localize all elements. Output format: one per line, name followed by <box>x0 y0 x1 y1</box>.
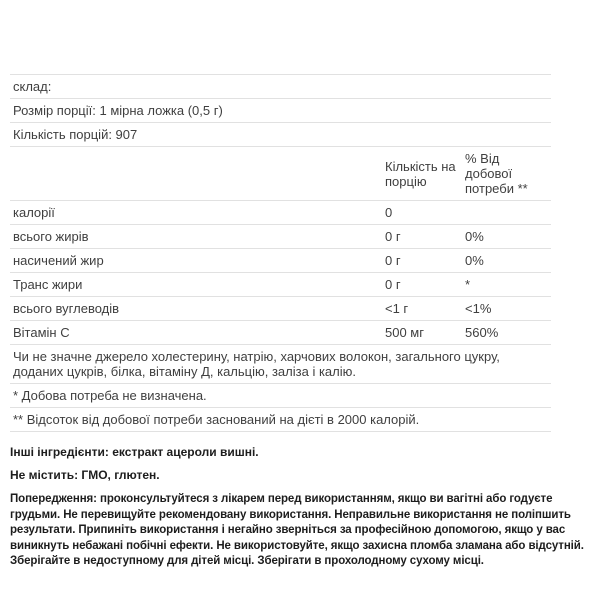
serving-size-label: Розмір порції: 1 мірна ложка (0,5 г) <box>13 103 223 118</box>
other-ingredients-text: Інші інгредієнти: екстракт ацероли вишні. <box>10 445 259 459</box>
footnote-row <box>10 384 551 408</box>
nutrient-dv: * <box>465 277 471 292</box>
product-details-section <box>10 445 594 570</box>
nutrient-row <box>10 273 551 297</box>
not-significant-source-note: Чи не значне джерело холестерину, натрію, харчових волокон, загального цукру, доданих цукрів, білка, вітаміну Д, кальцію, заліза і калію. <box>13 349 500 379</box>
column-header-amount: Кількість на порцію <box>385 158 456 189</box>
nutrient-name: всього вуглеводів <box>13 301 120 316</box>
nutrient-amount: 0 г <box>385 253 401 268</box>
column-header-daily-value: % Від добової потреби ** <box>465 151 528 196</box>
composition-label: склад: <box>13 79 52 94</box>
nutrient-amount: 0 г <box>385 277 401 292</box>
nutrient-dv: 560% <box>465 325 499 340</box>
does-not-contain-text: Не містить: ГМО, глютен. <box>10 468 160 482</box>
nutrient-name: всього жирів <box>13 229 89 244</box>
not-significant-source-row <box>10 345 551 384</box>
nutrient-dv: 0% <box>465 229 484 244</box>
supplement-facts-table <box>10 74 551 432</box>
nutrient-row <box>10 321 551 345</box>
nutrient-row <box>10 297 551 321</box>
intro-row-servings-count <box>10 123 551 147</box>
nutrient-name: Транс жири <box>13 277 83 292</box>
nutrient-amount: 0 г <box>385 229 401 244</box>
footnote-row <box>10 408 551 432</box>
nutrient-row <box>10 201 551 225</box>
nutrient-dv: <1% <box>465 301 492 316</box>
servings-count-label: Кількість порцій: 907 <box>13 127 138 142</box>
nutrient-dv <box>462 201 551 225</box>
intro-row-serving-size <box>10 99 551 123</box>
warning-text: Попередження: проконсультуйтеся з лікарем перед використанням, якщо ви вагітні або годуєте грудьми. Не перевищуйте рекомендовану використання. Неправильне використання не поліпшить результати. Припиніть використання і негайно зверніться за професійною допомогою, якщо у вас виникнуть небажані побічні ефекти. Не використовуйте, якщо захисна пломба зламана або відсутній. Зберігайте в недоступному для дітей місці. Зберігати в прохолодному сухому місці. <box>10 493 584 567</box>
nutrient-row <box>10 225 551 249</box>
nutrient-amount: 500 мг <box>385 325 424 340</box>
nutrient-name: насичений жир <box>13 253 104 268</box>
footnote-percent-diet: ** Відсоток від добової потреби заснований на дієті в 2000 калорій. <box>13 412 420 427</box>
nutrient-row <box>10 249 551 273</box>
nutrient-amount: <1 г <box>385 301 409 316</box>
nutrient-name: Вітамін С <box>13 325 70 340</box>
nutrient-amount: 0 <box>385 205 393 220</box>
column-header-empty <box>10 147 382 201</box>
intro-row-composition <box>10 75 551 99</box>
footnote-daily-need: * Добова потреба не визначена. <box>13 388 207 403</box>
nutrient-dv: 0% <box>465 253 484 268</box>
nutrient-name: калорії <box>13 205 55 220</box>
column-header-row <box>10 147 551 201</box>
